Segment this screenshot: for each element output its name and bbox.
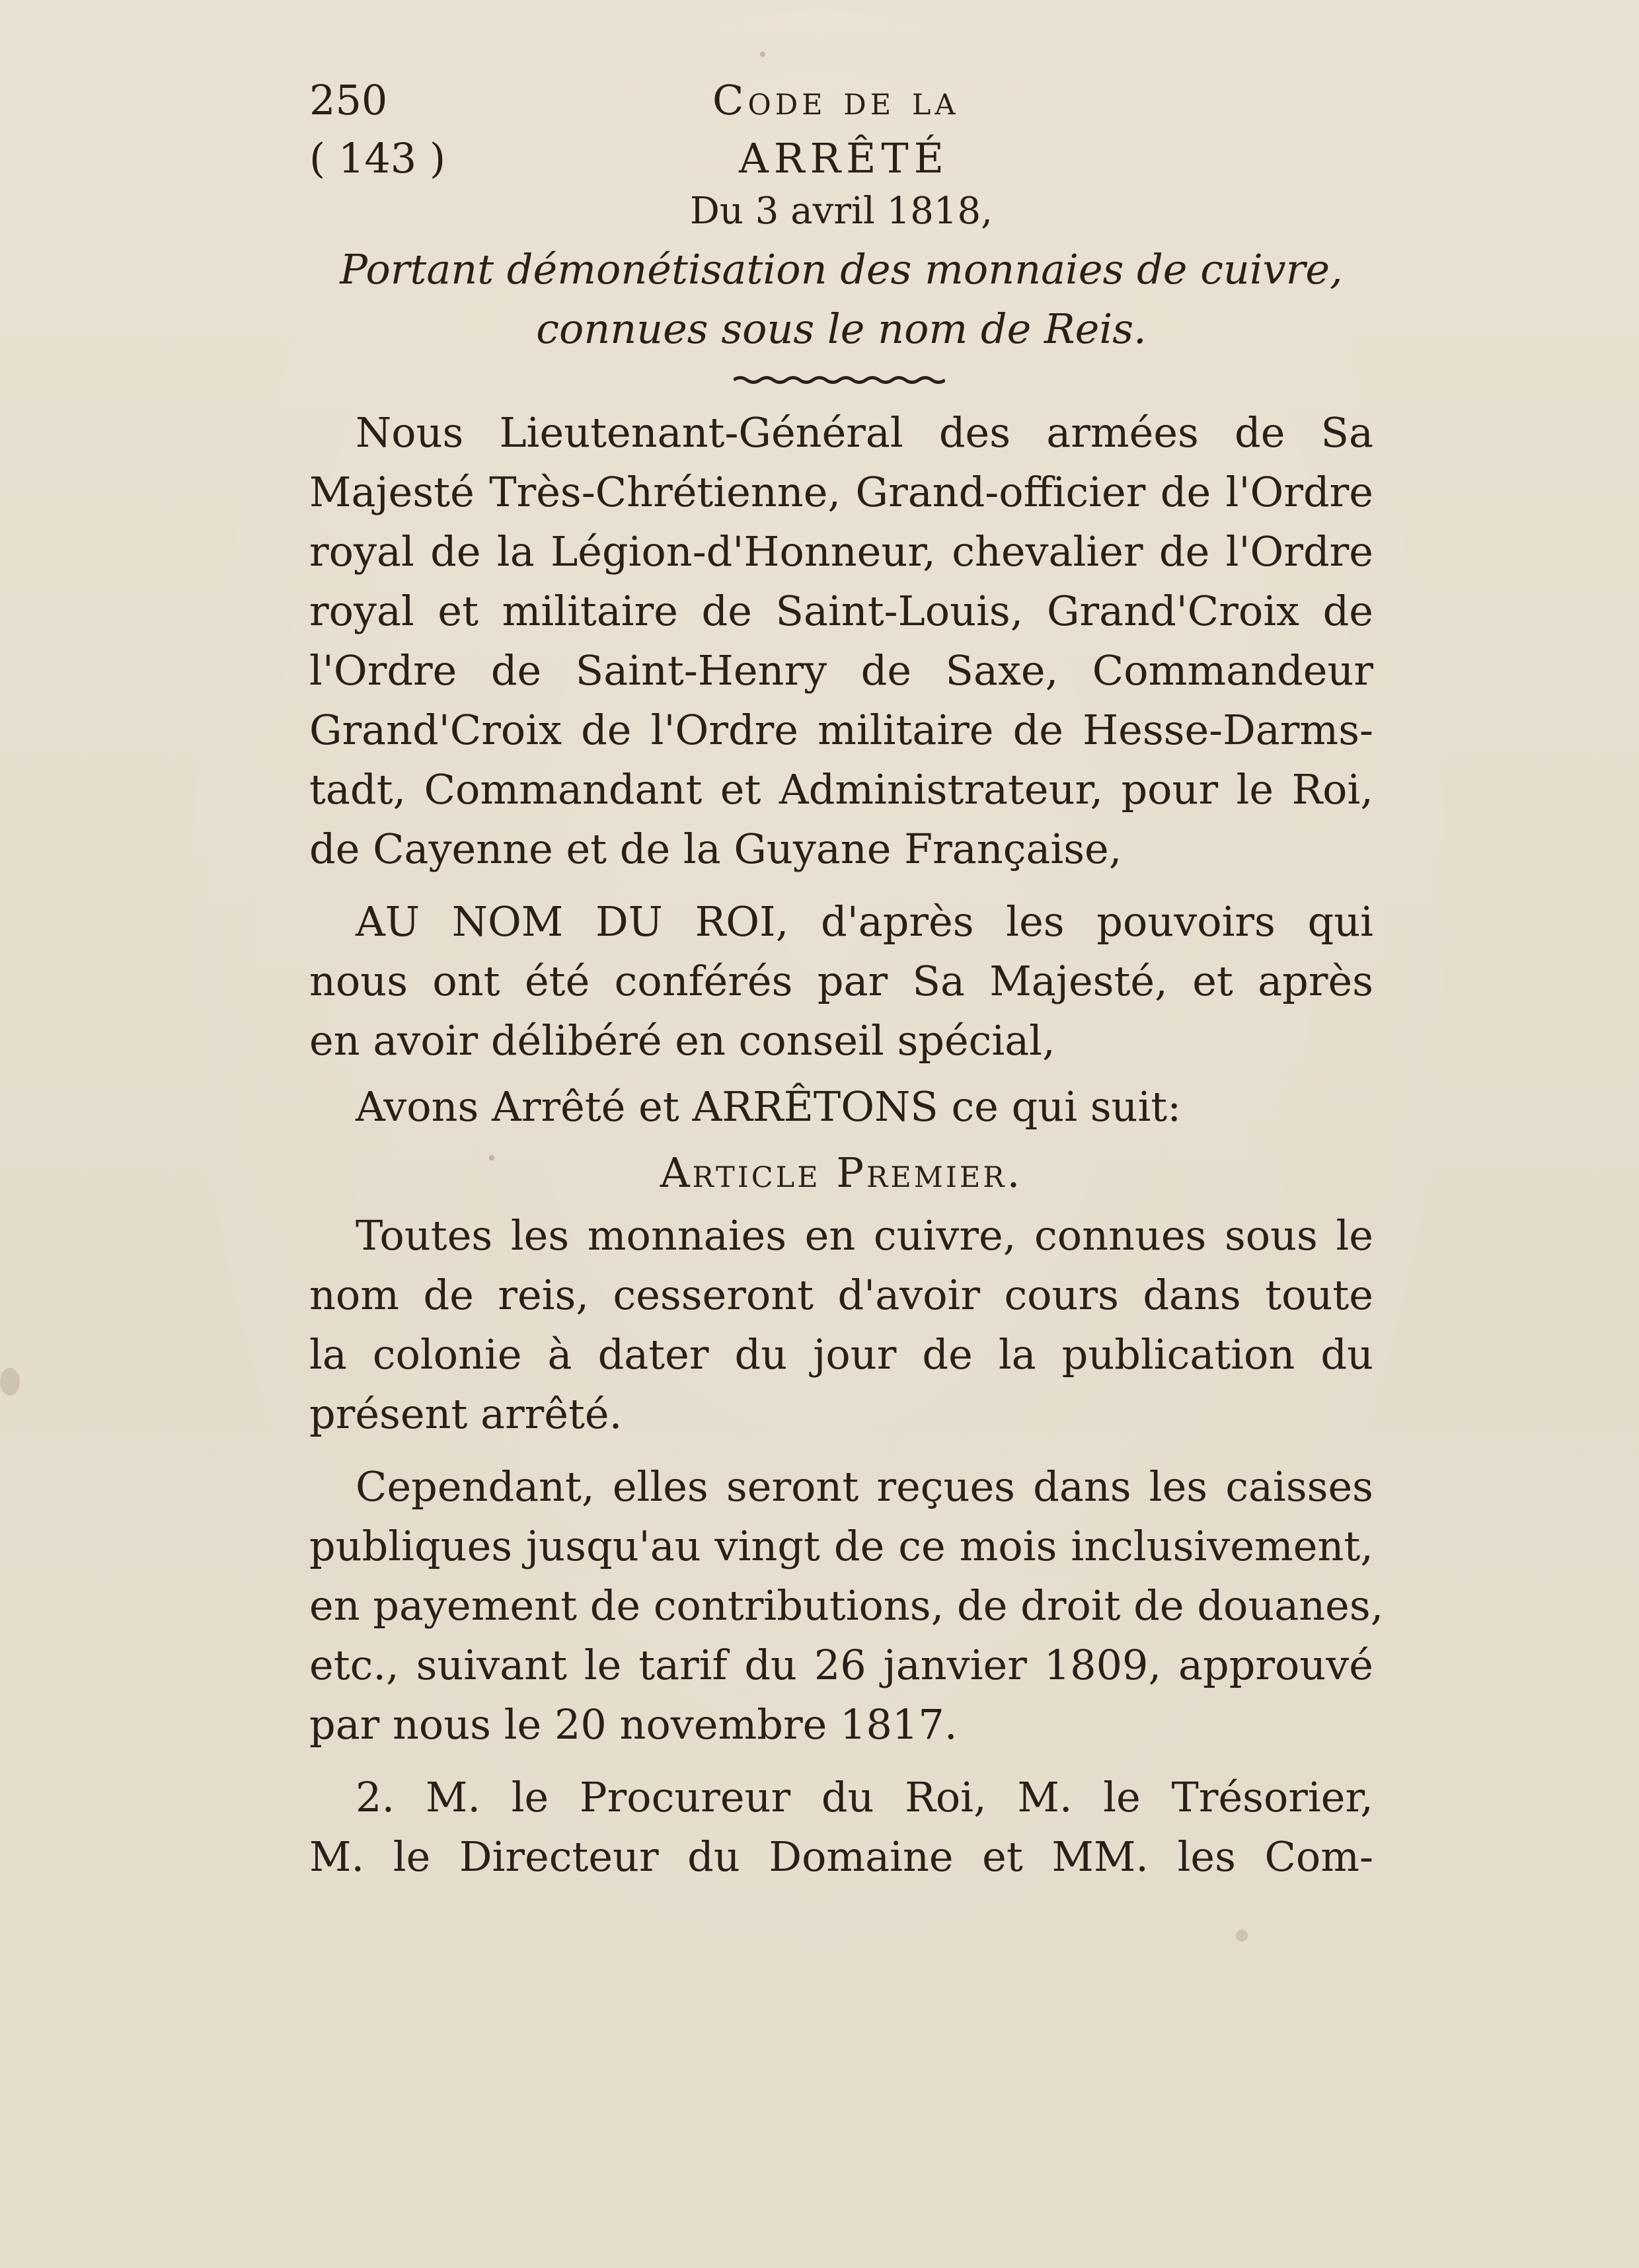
body-line: royal et militaire de Saint-Louis, Grand'Croix de <box>309 587 1373 635</box>
body-line: AU NOM DU ROI, d'après les pouvoirs qui <box>356 897 1373 946</box>
body-line: publiques jusqu'au vingt de ce mois inclusivement, <box>309 1522 1373 1570</box>
document-date: Du 3 avril 1818, <box>690 190 993 233</box>
body-line: l'Ordre de Saint-Henry de Saxe, Commandeur <box>309 646 1373 695</box>
body-line: tadt, Commandant et Administrateur, pour le Roi, <box>309 765 1373 813</box>
paper-stain <box>0 1368 20 1396</box>
subtitle-line-2: connues sous le nom de Reis. <box>536 305 1147 353</box>
running-title: Code de la <box>712 76 960 124</box>
wavy-divider <box>734 375 945 385</box>
body-line: en avoir délibéré en conseil spécial, <box>309 1016 1055 1065</box>
page-number: 250 <box>309 76 388 124</box>
body-line: Toutes les monnaies en cuivre, connues sous le <box>356 1211 1373 1260</box>
subtitle-line-1: Portant démonétisation des monnaies de cuivre, <box>340 245 1343 293</box>
document-number: ( 143 ) <box>309 134 446 182</box>
body-line: par nous le 20 novembre 1817. <box>309 1700 958 1749</box>
body-line: 2. M. le Procureur du Roi, M. le Trésorier, <box>356 1773 1373 1821</box>
body-line: Grand'Croix de l'Ordre militaire de Hesse-Darms- <box>309 706 1373 754</box>
body-line: la colonie à dater du jour de la publication du <box>309 1330 1373 1379</box>
paper-speck <box>760 52 765 57</box>
body-line: nom de reis, cesseront d'avoir cours dans toute <box>309 1271 1373 1319</box>
body-line: nous ont été conférés par Sa Majesté, et après <box>309 957 1373 1005</box>
body-line: Nous Lieutenant-Général des armées de Sa <box>356 408 1373 457</box>
decree-formula: Avons Arrêté et ARRÊTONS ce qui suit: <box>356 1082 1182 1131</box>
body-line: Cependant, elles seront reçues dans les caisses <box>356 1462 1373 1511</box>
paper-stain <box>1236 1930 1248 1942</box>
body-line: M. le Directeur du Domaine et MM. les Com- <box>309 1833 1373 1881</box>
body-line: royal de la Légion-d'Honneur, chevalier de l'Ordre <box>309 527 1373 576</box>
body-line: en payement de contributions, de droit de douanes, <box>309 1581 1384 1630</box>
body-line: présent arrêté. <box>309 1390 623 1438</box>
body-line: etc., suivant le tarif du 26 janvier 1809, approuvé <box>309 1641 1373 1689</box>
body-line: de Cayenne et de la Guyane Française, <box>309 825 1122 873</box>
body-line: Majesté Très-Chrétienne, Grand-officier de l'Ordre <box>309 468 1373 516</box>
document-type: ARRÊTÉ <box>739 134 950 182</box>
article-heading: Article Premier. <box>660 1149 1023 1197</box>
